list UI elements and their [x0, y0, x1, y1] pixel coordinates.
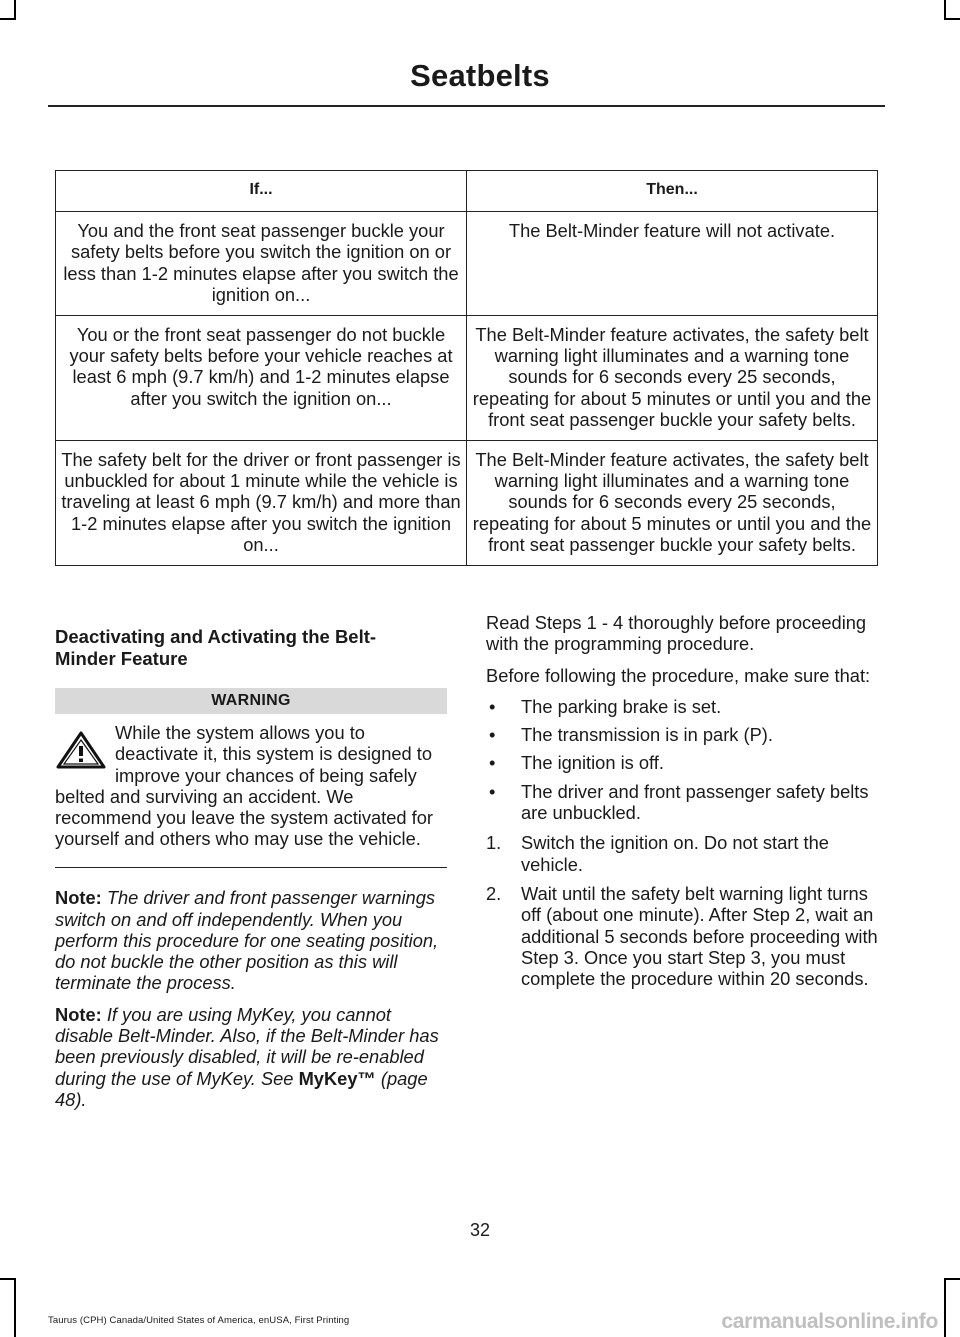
step-item: [486, 883, 881, 989]
list-item: [486, 781, 881, 824]
list-item: [486, 724, 881, 745]
list-item-text: The driver and front passenger safety belts are unbuckled.: [521, 780, 869, 824]
crop-mark: [944, 0, 946, 20]
section-heading: Deactivating and Activating the Belt-Minder Feature: [55, 626, 377, 669]
step-number: 2.: [486, 882, 502, 904]
bullet-icon: •: [489, 780, 496, 802]
bullet-icon: •: [489, 752, 496, 774]
intro-paragraph: Read Steps 1 - 4 thoroughly before proceeding with the programming procedure.: [486, 612, 867, 655]
crop-mark: [0, 18, 16, 20]
table-header-if: If...: [56, 171, 467, 212]
table-cell-then: The Belt-Minder feature will not activate.: [467, 212, 878, 316]
note-label: Note:: [55, 1003, 102, 1025]
list-item: [486, 752, 881, 773]
crop-mark: [944, 1278, 946, 1337]
belt-minder-table: [55, 170, 878, 566]
right-column: [486, 612, 881, 997]
watermark: carmanualsonline.info: [721, 1310, 938, 1333]
list-item-text: The transmission is in park (P).: [521, 724, 773, 746]
table-header-row: [56, 171, 878, 212]
note-text: If you are using MyKey, you cannot disable Belt-Minder. Also, if the Belt-Minder has been previously disabled, it will be re-enabled during the use of MyKey. See: [55, 1003, 439, 1089]
warning-divider: [55, 867, 447, 869]
table-cell-if: You and the front seat passenger buckle your safety belts before you switch the ignition on or less than 1-2 minutes elapse after you switch the ignition on...: [56, 212, 467, 316]
table-cell-if: You or the front seat passenger do not buckle your safety belts before your vehicle reaches at least 6 mph (9.7 km/h) and 1-2 minutes elapse after you switch the ignition on...: [56, 316, 467, 441]
note-independent-warnings: [55, 887, 447, 993]
bullet-icon: •: [489, 695, 496, 717]
step-text: Wait until the safety belt warning light turns off (about one minute). After Step 2, wait an additional 5 seconds before proceeding with Step 3. Once you start Step 3, you must complete the procedure within 20 seconds.: [521, 882, 878, 990]
table-row: [56, 316, 878, 441]
list-item: [486, 696, 881, 717]
header-divider: [48, 105, 885, 107]
crop-mark: [14, 0, 16, 20]
list-item-text: The parking brake is set.: [521, 695, 722, 717]
precondition-list: [486, 696, 881, 823]
table-cell-if: The safety belt for the driver or front passenger is unbuckled for about 1 minute while the vehicle is traveling at least 6 mph (9.7 km/h) and more than 1-2 minutes elapse after you switch the ignition on...: [56, 441, 467, 566]
table-row: [56, 441, 878, 566]
crop-mark: [0, 1278, 16, 1280]
table-cell-then: The Belt-Minder feature activates, the safety belt warning light illuminates and a warning tone sounds for 6 seconds every 25 seconds, repeating for about 5 minutes or until you and the front seat passenger buckle your safety belts.: [467, 316, 878, 441]
table-row: [56, 212, 878, 316]
crop-mark: [14, 1278, 16, 1337]
step-text: Switch the ignition on. Do not start the vehicle.: [521, 832, 829, 875]
intro-paragraph: Before following the procedure, make sure that:: [486, 664, 871, 686]
step-list: [486, 832, 881, 989]
bullet-icon: •: [489, 724, 496, 746]
note-text: The driver and front passenger warnings switch on and off independently. When you perform this procedure for one seating position, do not buckle the other position as this will terminate the process.: [55, 887, 439, 994]
note-mykey: [55, 1004, 447, 1110]
table-cell-then: The Belt-Minder feature activates, the safety belt warning light illuminates and a warning tone sounds for 6 seconds every 25 seconds, repeating for about 5 minutes or until you and the front seat passenger buckle your safety belts.: [467, 441, 878, 566]
warning-triangle-icon: [55, 730, 107, 770]
note-label: Note:: [55, 887, 102, 909]
warning-block: [55, 722, 447, 850]
footer-text: Taurus (CPH) Canada/United States of America, enUSA, First Printing: [48, 1315, 350, 1326]
crop-mark: [944, 18, 960, 20]
list-item-text: The ignition is off.: [521, 752, 664, 774]
step-item: [486, 832, 881, 875]
warning-text: While the system allows you to deactivate it, this system is designed to improve your chances of being safely belted and surviving an accident. We recommend you leave the system activated for yourself and others who may use the vehicle.: [55, 722, 433, 850]
left-column: [55, 626, 447, 1120]
table-header-then: Then...: [467, 171, 878, 212]
page-number: 32: [469, 1220, 491, 1240]
page-title: Seatbelts: [410, 58, 550, 93]
crop-mark: [944, 1278, 960, 1280]
page-reference: (page 48).: [55, 1067, 428, 1110]
step-number: 1.: [486, 832, 502, 854]
warning-banner: WARNING: [55, 688, 447, 714]
mykey-link[interactable]: MyKey™: [298, 1067, 376, 1089]
